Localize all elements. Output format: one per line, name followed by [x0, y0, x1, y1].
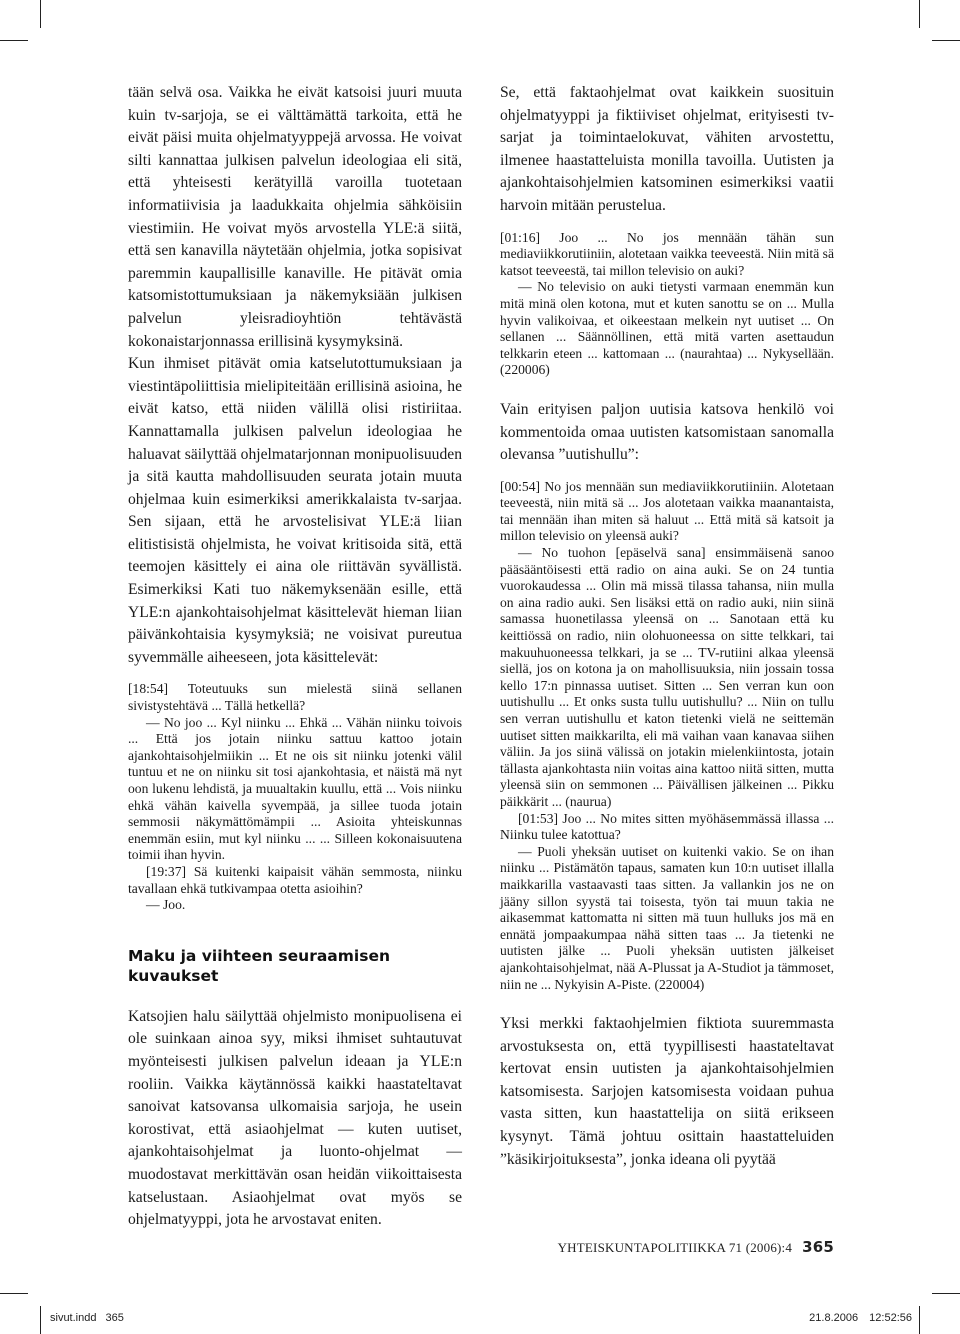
journal-name: YHTEISKUNTAPOLITIIKKA 71 (2006):4: [557, 1240, 793, 1255]
right-closing-paragraph: Yksi merkki faktaohjelmien fiktiota suuremmasta arvostuksesta on, että tyypillisesti haastateltavat kertovat ensin uutisten ja ajankohtaisohjelmien katsomisesta. Sarjojen katsomisesta voidaan puhua vasta sitten, kun haastattelija on siitä erikseen kysynyt. Tämä johtuu osittain haastatteluiden ”käsikirjoituksesta”, jonka ideana oli pyytää: [500, 1015, 834, 1168]
crop-mark-br-v: [919, 1306, 920, 1334]
interview-quote: [01:53] Joo ... No mites sitten myöhäsemmässä illassa ... Niinku tulee katottua?: [500, 810, 834, 843]
left-paragraph-2: Kun ihmiset pitävät omia katselutottumuksiaan ja viestintäpoliittisia mielipiteitään erillisinä asioina, he eivät katso, että niiden välillä olisi ristiriitaa. Kannattamalla julkisen palvelun ideologiaa he haluavat säilyttää ohjelmatarjonnan monipuolisuuden ja sitä kautta mahdollisuuden seurata jotain muuta ohjelmaa kuin esimerkiksi amerikkalaista tv-sarjaa. Sen sijaan, että he arvostelisivat YLE:ä liian elitistisistä ohjelmista, he voivat kritisoida sitä, että teemojen käsittely ei aina ole riittävän syvällistä. Esimerkiksi Kati tuo näkemyksenään esille, että YLE:n ajankohtaisohjelmat käsittelevät hieman liian päivänkohtaisia kysymyksiä; ne voisivat pureutua syvemmälle aiheeseen, jota käsittelevät:: [128, 355, 462, 666]
slug-time: 12:52:56: [869, 1312, 912, 1324]
running-footer: [558, 1238, 834, 1256]
interview-quote: [01:16] Joo ... No jos mennään tähän sun mediaviikkorutiiniin, alotetaan vaikka teeveestä. Niin mitä sä katsot teeveestä, tai millon televisio on auki?: [500, 229, 834, 278]
interview-quote: — No joo ... Kyl niinku ... Ehkä ... Vähän niinku toivois ... Että jos jotain niinku sattuu kattoo jotain ajankohtaisohjelmiikin ... Et ne ois sit niinku jotenki välil tuntuu et ne on niinku sit tosi ajankohtasia, et näistä mä nyt oon lukenu lehdistä, ja muualtakin kuullu, että ... Vois niinku ehkä vähän kaivella syvempää, ja sillee tuoda jotain semmosii näkymättömämpii ... Asioita yhteiskunnas enemmän esiin, mut kyl niinku ... ... Silleen kokonaisuutena toimii ihan hyvin.: [128, 714, 462, 863]
interview-quote: [19:37] Sä kuitenki kaipaisit vähän semmosta, niinku tavallaan ehkä tutkivampaa otetta asioihin?: [128, 863, 462, 896]
interview-quote: — No televisio on auki tietysti varmaan enemmän kun mitä minä olen kotona, mut et kuten sanottu se on ... Mulla hyvin valikoivaa, et oikeestaan melkein nyt uutiset ... On sellanen ... Säännöllinen, että mitä varten asettaudun telkkarin eteen ... kattomaan ... (naurahtaa) ... Nykysellään. (220006): [500, 279, 834, 378]
slug-filename: sivut.indd: [50, 1312, 97, 1324]
slug-timestamp: [809, 1312, 912, 1324]
left-paragraph-1: tään selvä osa. Vaikka he eivät katsoisi juuri muuta kuin tv-sarjoja, se ei välttämättä tarkoita, että he eivät päisi muita ohjelmatyyppejä arvossa. He voivat silti kannattaa julkisen palvelun ideologiaa eli sitä, että yhteisesti kerätyillä varoilla tuotetaan informatiivisia ja laadukkaita ohjelmia sähköisiin viestimiin. He voivat myös arvostella YLE:ä siitä, että sen kanavilla näytetään ohjelmia, jotka sopisivat paremmin kaupallisille kanaville. He pitävät omia katsomistottumuksiaan ja näkemyksiään julkisen palvelun yleisradioyhtiön tehtävästä kokonaistarjonnassa erillisinä kysymyksinä.: [128, 84, 462, 350]
crop-mark-tl-v: [40, 0, 41, 28]
slug-file: [50, 1312, 124, 1324]
crop-mark-tr-h: [932, 40, 960, 41]
left-column: [128, 82, 462, 1232]
crop-mark-br-h: [932, 1293, 960, 1294]
right-middle-paragraph: Vain erityisen paljon uutisia katsova henkilö voi kommentoida omaa uutisten katsomistaan sanomalla olevansa ”uutishullu”:: [500, 400, 834, 464]
crop-mark-tl-h: [0, 40, 28, 41]
crop-mark-bl-v: [40, 1306, 41, 1334]
interview-quote: — Puoli yheksän uutiset on kuitenki vakio. Se on ihan niinku ... Pistämätön tapaus, samaten kun 10:n uutiset illalla maikkarilla vastaavasti taas sitten. Ja vallankin jos ne on jääny sillon syystä tai toisesta, työn tai muun takia ne aikasemmat kattomatta ni sitten mä tuun hulluks jos mä en ennätä jompaakumpaa nähä sitten taas ... Ja tietenki ne uutisten jälke ... Puoli yheksän uutisten jälkeiset ajankohtaisohjelmat, nää A-Plussat ja A-Studiot ja tämmoset, niin ne ... Nykyisin A-Piste. (220004): [500, 843, 834, 992]
crop-mark-bl-h: [0, 1293, 28, 1294]
interview-quote: — No tuohon [epäselvä sana] ensimmäisenä sanoo pääsääntöisesti että radio on aina auki. Se on 24 tuntia vuorokaudessa ... Olin mä missä tilassa tahansa, niin mulla on aina radio auki. Sen lisäksi että on radio auki, niin siinä samassa huonetilassa yleensä on ... Sanotaan että ku keittiössä on radio, niin olohuoneessa on sitte telkkari, tai makuuhuoneessa telkkari, ja se ... TV-rutiini alkaa yleensä siellä, jos on kotona ja on mahollisuuksia, niin jossain tossa kello 17:n pinnassa uutiset. Sitten ... Sen verran kun oon uutishullu ... Et onks susta tullu uutishullu? ... Niin on tullu sen verran uutishullu et katon tietenki vielä ne seittemän uutiset sitten maikkarilta, eli mä vaihan vaan kanavaa siihen väliin. Ja jos siinä välissä on jotakin mielenkiintosta, jotain tällasta ajankohtasta niin voitas aina kattoo niitä sitten, mutta yleensä siin on semmonen ... Päivällisen jälkeinen ... Pikku päikkärit ... (naurua): [500, 545, 834, 809]
slug-page: 365: [105, 1312, 124, 1324]
right-column: [500, 82, 834, 1171]
interview-quote: [00:54] No jos mennään sun mediaviikkorutiiniin. Alotetaan teeveestä, niin mitä sä ... Jos alotetaan vaikka maanantaista, tai mennään ihan miten sä haluut ... Että mitä sä katsoit ja millon televisio on yleensä auki?: [500, 478, 834, 544]
right-opening-paragraph: Se, että faktaohjelmat ovat kaikkein suosituin ohjelmatyyppi ja fiktiiviset ohjelmat, erityisesti tv-sarjat ja toimintaelokuvat, vähiten arvostettu, ilmenee haastatteluista monilla tavoilla. Uutisten ja ajankohtaisohjelmien katsominen esimerkiksi vaatii harvoin mitään perustelua.: [500, 84, 834, 214]
page-number: 365: [802, 1238, 834, 1256]
slug-date: 21.8.2006: [809, 1312, 859, 1324]
section-paragraph: Katsojien halu säilyttää ohjelmisto monipuolisena ei ole suinkaan ainoa syy, miksi ihmiset suhtautuvat myönteisesti julkisen palvelun ideaan ja YLE:n rooliin. Vaikka käytännössä kaikki haastateltavat sanoivat katsovansa ulkomaisia sarjoja, he usein korostivat, että asiaohjelmat — kuten uutiset, ajankohtaisohjelmat ja luonto-ohjelmat — muodostavat merkittävän osan heidän viikoittaisesta katselustaan. Asiaohjelmat ovat myös se ohjelmatyyppi, jota he arvostavat eniten.: [128, 1007, 462, 1229]
interview-quote: [18:54] Toteutuuks sun mielestä siinä sellanen sivistystehtävä ... Tällä hetkellä?: [128, 681, 462, 714]
crop-mark-tr-v: [919, 0, 920, 28]
section-heading: Maku ja viihteen seuraamisen kuvaukset: [128, 946, 390, 985]
interview-quote: — Joo.: [146, 897, 186, 913]
